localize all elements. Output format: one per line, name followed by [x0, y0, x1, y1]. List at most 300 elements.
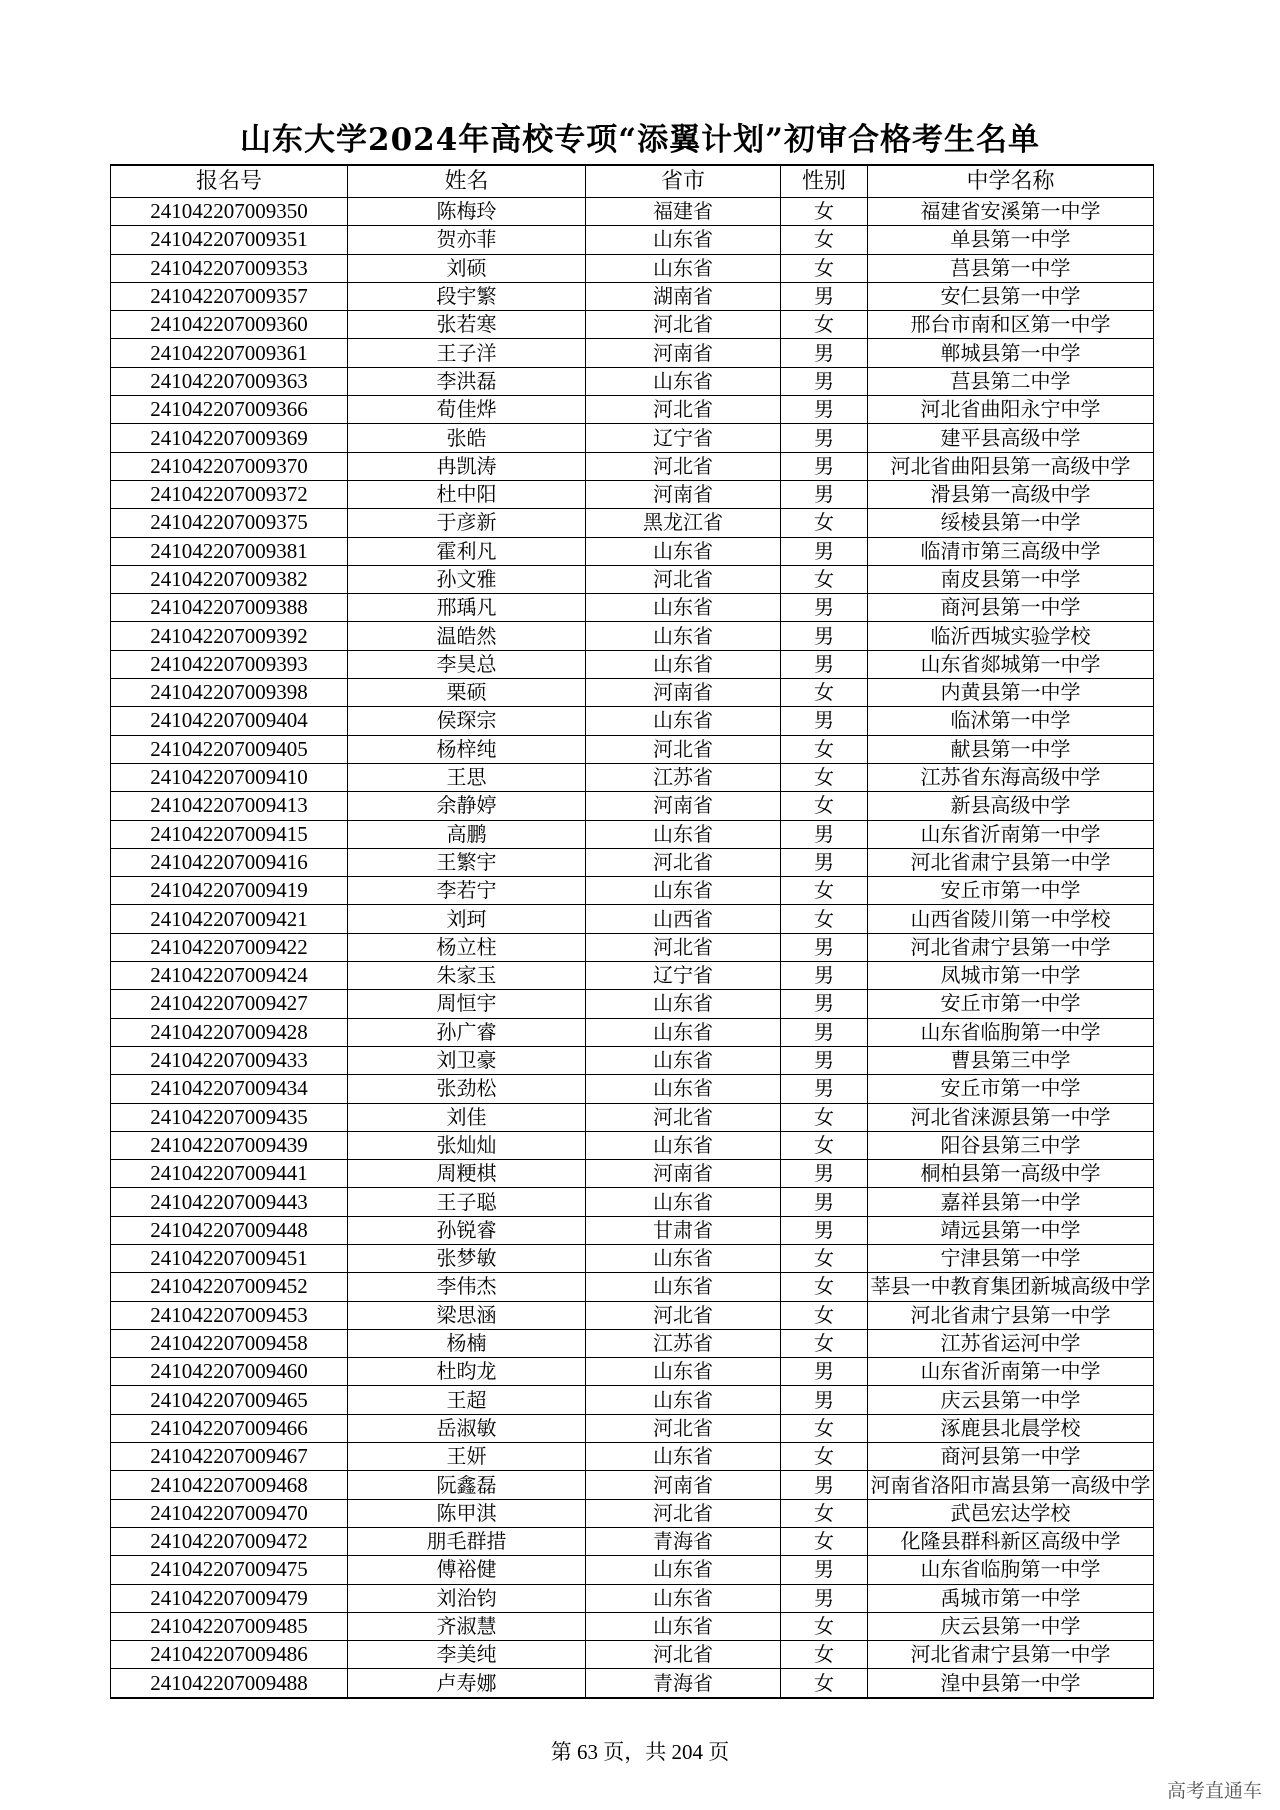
registration-number-cell: 241042207009416: [111, 848, 348, 876]
watermark: 高考直通车: [1166, 1780, 1262, 1802]
registration-number-cell: 241042207009398: [111, 679, 348, 707]
name-cell: 孙广睿: [348, 1018, 586, 1046]
province-cell: 河南省: [586, 480, 781, 508]
registration-number-cell: 241042207009468: [111, 1471, 348, 1499]
school-name-cell: 化隆县群科新区高级中学: [868, 1527, 1154, 1555]
registration-number-cell: 241042207009351: [111, 226, 348, 254]
registration-number-cell: 241042207009475: [111, 1556, 348, 1584]
name-cell: 霍利凡: [348, 537, 586, 565]
registration-number-cell: 241042207009413: [111, 792, 348, 820]
gender-cell: 女: [781, 763, 868, 791]
school-name-cell: 河南省洛阳市嵩县第一高级中学: [868, 1471, 1154, 1499]
name-cell: 朋毛群措: [348, 1527, 586, 1555]
province-cell: 河北省: [586, 1641, 781, 1669]
gender-cell: 男: [781, 339, 868, 367]
school-name-cell: 安丘市第一中学: [868, 877, 1154, 905]
header-registration-number: 报名号: [111, 165, 348, 198]
province-cell: 河南省: [586, 679, 781, 707]
gender-cell: 男: [781, 1160, 868, 1188]
province-cell: 山东省: [586, 1612, 781, 1640]
province-cell: 青海省: [586, 1527, 781, 1555]
table-row: [111, 226, 1154, 254]
table-row: [111, 877, 1154, 905]
table-row: [111, 1244, 1154, 1272]
table-row: [111, 311, 1154, 339]
name-cell: 杜昀龙: [348, 1358, 586, 1386]
registration-number-cell: 241042207009441: [111, 1160, 348, 1188]
name-cell: 朱家玉: [348, 962, 586, 990]
name-cell: 杨立柱: [348, 933, 586, 961]
name-cell: 李洪磊: [348, 367, 586, 395]
school-name-cell: 山东省郯城第一中学: [868, 650, 1154, 678]
gender-cell: 女: [781, 679, 868, 707]
table-row: [111, 933, 1154, 961]
name-cell: 齐淑慧: [348, 1612, 586, 1640]
name-cell: 李若宁: [348, 877, 586, 905]
province-cell: 山东省: [586, 1358, 781, 1386]
gender-cell: 男: [781, 820, 868, 848]
name-cell: 陈甲淇: [348, 1499, 586, 1527]
province-cell: 河北省: [586, 848, 781, 876]
table-row: [111, 1414, 1154, 1442]
registration-number-cell: 241042207009439: [111, 1131, 348, 1159]
candidate-table: [110, 164, 1154, 1699]
school-name-cell: 宁津县第一中学: [868, 1244, 1154, 1272]
table-row: [111, 1131, 1154, 1159]
gender-cell: 男: [781, 962, 868, 990]
header-province: 省市: [586, 165, 781, 198]
table-row: [111, 1273, 1154, 1301]
registration-number-cell: 241042207009360: [111, 311, 348, 339]
school-name-cell: 曹县第三中学: [868, 1046, 1154, 1074]
header-gender: 性别: [781, 165, 868, 198]
name-cell: 刘治钧: [348, 1584, 586, 1612]
name-cell: 段宇繁: [348, 282, 586, 310]
school-name-cell: 商河县第一中学: [868, 594, 1154, 622]
registration-number-cell: 241042207009353: [111, 254, 348, 282]
province-cell: 山东省: [586, 1018, 781, 1046]
table-row: [111, 1216, 1154, 1244]
school-name-cell: 河北省肃宁县第一中学: [868, 848, 1154, 876]
name-cell: 侯琛宗: [348, 707, 586, 735]
gender-cell: 男: [781, 594, 868, 622]
name-cell: 李美纯: [348, 1641, 586, 1669]
registration-number-cell: 241042207009452: [111, 1273, 348, 1301]
registration-number-cell: 241042207009451: [111, 1244, 348, 1272]
table-body: [111, 198, 1154, 1698]
gender-cell: 男: [781, 848, 868, 876]
gender-cell: 女: [781, 198, 868, 226]
table-row: [111, 1188, 1154, 1216]
table-row: [111, 1527, 1154, 1555]
school-name-cell: 内黄县第一中学: [868, 679, 1154, 707]
province-cell: 河北省: [586, 735, 781, 763]
school-name-cell: 山西省陵川第一中学校: [868, 905, 1154, 933]
table-row: [111, 1018, 1154, 1046]
gender-cell: 男: [781, 650, 868, 678]
registration-number-cell: 241042207009428: [111, 1018, 348, 1046]
province-cell: 江苏省: [586, 763, 781, 791]
province-cell: 山东省: [586, 367, 781, 395]
province-cell: 山东省: [586, 1386, 781, 1414]
gender-cell: 女: [781, 735, 868, 763]
name-cell: 栗硕: [348, 679, 586, 707]
gender-cell: 男: [781, 282, 868, 310]
registration-number-cell: 241042207009466: [111, 1414, 348, 1442]
gender-cell: 男: [781, 933, 868, 961]
province-cell: 山东省: [586, 622, 781, 650]
province-cell: 山东省: [586, 1556, 781, 1584]
school-name-cell: 江苏省东海高级中学: [868, 763, 1154, 791]
name-cell: 傅裕健: [348, 1556, 586, 1584]
gender-cell: 男: [781, 707, 868, 735]
gender-cell: 男: [781, 1075, 868, 1103]
table-row: [111, 452, 1154, 480]
name-cell: 贺亦菲: [348, 226, 586, 254]
province-cell: 河北省: [586, 1414, 781, 1442]
gender-cell: 女: [781, 1414, 868, 1442]
gender-cell: 女: [781, 1244, 868, 1272]
registration-number-cell: 241042207009404: [111, 707, 348, 735]
name-cell: 岳淑敏: [348, 1414, 586, 1442]
school-name-cell: 莒县第二中学: [868, 367, 1154, 395]
province-cell: 江苏省: [586, 1329, 781, 1357]
province-cell: 河北省: [586, 1499, 781, 1527]
table-row: [111, 509, 1154, 537]
school-name-cell: 南皮县第一中学: [868, 565, 1154, 593]
registration-number-cell: 241042207009415: [111, 820, 348, 848]
name-cell: 李伟杰: [348, 1273, 586, 1301]
province-cell: 山东省: [586, 226, 781, 254]
name-cell: 孙文雅: [348, 565, 586, 593]
gender-cell: 男: [781, 1046, 868, 1074]
registration-number-cell: 241042207009419: [111, 877, 348, 905]
gender-cell: 女: [781, 1612, 868, 1640]
registration-number-cell: 241042207009405: [111, 735, 348, 763]
province-cell: 山东省: [586, 594, 781, 622]
school-name-cell: 靖远县第一中学: [868, 1216, 1154, 1244]
table-row: [111, 367, 1154, 395]
gender-cell: 男: [781, 452, 868, 480]
table-row: [111, 1641, 1154, 1669]
school-name-cell: 福建省安溪第一中学: [868, 198, 1154, 226]
name-cell: 刘珂: [348, 905, 586, 933]
name-cell: 阮鑫磊: [348, 1471, 586, 1499]
name-cell: 杜中阳: [348, 480, 586, 508]
school-name-cell: 庆云县第一中学: [868, 1386, 1154, 1414]
gender-cell: 男: [781, 1386, 868, 1414]
province-cell: 河北省: [586, 933, 781, 961]
name-cell: 刘卫豪: [348, 1046, 586, 1074]
table-row: [111, 1556, 1154, 1584]
table-header-row: [111, 165, 1154, 198]
province-cell: 山东省: [586, 1131, 781, 1159]
registration-number-cell: 241042207009424: [111, 962, 348, 990]
name-cell: 张若寒: [348, 311, 586, 339]
registration-number-cell: 241042207009366: [111, 396, 348, 424]
school-name-cell: 安丘市第一中学: [868, 1075, 1154, 1103]
province-cell: 山东省: [586, 650, 781, 678]
gender-cell: 男: [781, 1216, 868, 1244]
province-cell: 山东省: [586, 1075, 781, 1103]
gender-cell: 女: [781, 1329, 868, 1357]
registration-number-cell: 241042207009467: [111, 1443, 348, 1471]
table-row: [111, 622, 1154, 650]
school-name-cell: 山东省临朐第一中学: [868, 1556, 1154, 1584]
name-cell: 王子洋: [348, 339, 586, 367]
gender-cell: 女: [781, 792, 868, 820]
table-row: [111, 565, 1154, 593]
registration-number-cell: 241042207009434: [111, 1075, 348, 1103]
table-row: [111, 1612, 1154, 1640]
table-row: [111, 905, 1154, 933]
registration-number-cell: 241042207009350: [111, 198, 348, 226]
province-cell: 青海省: [586, 1669, 781, 1698]
province-cell: 河南省: [586, 339, 781, 367]
province-cell: 山东省: [586, 1584, 781, 1612]
table-row: [111, 282, 1154, 310]
registration-number-cell: 241042207009410: [111, 763, 348, 791]
registration-number-cell: 241042207009448: [111, 1216, 348, 1244]
province-cell: 山东省: [586, 990, 781, 1018]
gender-cell: 男: [781, 1018, 868, 1046]
province-cell: 河南省: [586, 1160, 781, 1188]
school-name-cell: 莘县一中教育集团新城高级中学: [868, 1273, 1154, 1301]
province-cell: 湖南省: [586, 282, 781, 310]
table-row: [111, 735, 1154, 763]
name-cell: 孙锐睿: [348, 1216, 586, 1244]
province-cell: 辽宁省: [586, 962, 781, 990]
table-row: [111, 254, 1154, 282]
school-name-cell: 山东省沂南第一中学: [868, 1358, 1154, 1386]
gender-cell: 男: [781, 1358, 868, 1386]
gender-cell: 男: [781, 990, 868, 1018]
table-row: [111, 198, 1154, 226]
province-cell: 山东省: [586, 1188, 781, 1216]
gender-cell: 男: [781, 1556, 868, 1584]
header-school-name: 中学名称: [868, 165, 1154, 198]
school-name-cell: 建平县高级中学: [868, 424, 1154, 452]
gender-cell: 女: [781, 1131, 868, 1159]
table-row: [111, 1499, 1154, 1527]
school-name-cell: 庆云县第一中学: [868, 1612, 1154, 1640]
table-row: [111, 396, 1154, 424]
school-name-cell: 河北省肃宁县第一中学: [868, 933, 1154, 961]
province-cell: 山东省: [586, 254, 781, 282]
school-name-cell: 郸城县第一中学: [868, 339, 1154, 367]
table-row: [111, 480, 1154, 508]
registration-number-cell: 241042207009465: [111, 1386, 348, 1414]
gender-cell: 男: [781, 622, 868, 650]
name-cell: 周恒宇: [348, 990, 586, 1018]
gender-cell: 女: [781, 254, 868, 282]
province-cell: 山东省: [586, 1273, 781, 1301]
registration-number-cell: 241042207009453: [111, 1301, 348, 1329]
school-name-cell: 莒县第一中学: [868, 254, 1154, 282]
school-name-cell: 临沭第一中学: [868, 707, 1154, 735]
table-row: [111, 1075, 1154, 1103]
school-name-cell: 河北省肃宁县第一中学: [868, 1301, 1154, 1329]
school-name-cell: 献县第一中学: [868, 735, 1154, 763]
name-cell: 荀佳烨: [348, 396, 586, 424]
name-cell: 杨楠: [348, 1329, 586, 1357]
registration-number-cell: 241042207009433: [111, 1046, 348, 1074]
gender-cell: 女: [781, 1499, 868, 1527]
table-row: [111, 1443, 1154, 1471]
registration-number-cell: 241042207009363: [111, 367, 348, 395]
school-name-cell: 安仁县第一中学: [868, 282, 1154, 310]
name-cell: 刘硕: [348, 254, 586, 282]
province-cell: 辽宁省: [586, 424, 781, 452]
gender-cell: 男: [781, 367, 868, 395]
table-row: [111, 990, 1154, 1018]
table-row: [111, 792, 1154, 820]
table-row: [111, 1329, 1154, 1357]
province-cell: 黑龙江省: [586, 509, 781, 537]
name-cell: 梁思涵: [348, 1301, 586, 1329]
registration-number-cell: 241042207009427: [111, 990, 348, 1018]
name-cell: 陈梅玲: [348, 198, 586, 226]
name-cell: 卢寿娜: [348, 1669, 586, 1698]
table-row: [111, 1386, 1154, 1414]
registration-number-cell: 241042207009458: [111, 1329, 348, 1357]
gender-cell: 女: [781, 1301, 868, 1329]
registration-number-cell: 241042207009393: [111, 650, 348, 678]
school-name-cell: 商河县第一中学: [868, 1443, 1154, 1471]
gender-cell: 女: [781, 1443, 868, 1471]
registration-number-cell: 241042207009486: [111, 1641, 348, 1669]
gender-cell: 男: [781, 424, 868, 452]
header-name: 姓名: [348, 165, 586, 198]
registration-number-cell: 241042207009488: [111, 1669, 348, 1698]
province-cell: 福建省: [586, 198, 781, 226]
name-cell: 温皓然: [348, 622, 586, 650]
school-name-cell: 滑县第一高级中学: [868, 480, 1154, 508]
province-cell: 河北省: [586, 1301, 781, 1329]
school-name-cell: 单县第一中学: [868, 226, 1154, 254]
school-name-cell: 临沂西城实验学校: [868, 622, 1154, 650]
school-name-cell: 邢台市南和区第一中学: [868, 311, 1154, 339]
gender-cell: 男: [781, 396, 868, 424]
table-row: [111, 1046, 1154, 1074]
table-row: [111, 1358, 1154, 1386]
province-cell: 山东省: [586, 707, 781, 735]
registration-number-cell: 241042207009372: [111, 480, 348, 508]
registration-number-cell: 241042207009361: [111, 339, 348, 367]
gender-cell: 男: [781, 537, 868, 565]
name-cell: 王繁宇: [348, 848, 586, 876]
name-cell: 余静婷: [348, 792, 586, 820]
name-cell: 王妍: [348, 1443, 586, 1471]
school-name-cell: 桐柏县第一高级中学: [868, 1160, 1154, 1188]
school-name-cell: 临清市第三高级中学: [868, 537, 1154, 565]
table-row: [111, 1669, 1154, 1698]
name-cell: 王子聪: [348, 1188, 586, 1216]
gender-cell: 女: [781, 509, 868, 537]
registration-number-cell: 241042207009388: [111, 594, 348, 622]
name-cell: 邢瑀凡: [348, 594, 586, 622]
registration-number-cell: 241042207009470: [111, 1499, 348, 1527]
name-cell: 杨梓纯: [348, 735, 586, 763]
table-row: [111, 707, 1154, 735]
name-cell: 张劲松: [348, 1075, 586, 1103]
province-cell: 河北省: [586, 565, 781, 593]
gender-cell: 女: [781, 1641, 868, 1669]
table-row: [111, 1301, 1154, 1329]
province-cell: 山东省: [586, 1244, 781, 1272]
province-cell: 山东省: [586, 537, 781, 565]
gender-cell: 男: [781, 1471, 868, 1499]
gender-cell: 女: [781, 1103, 868, 1131]
school-name-cell: 禹城市第一中学: [868, 1584, 1154, 1612]
registration-number-cell: 241042207009392: [111, 622, 348, 650]
name-cell: 高鹏: [348, 820, 586, 848]
school-name-cell: 山东省沂南第一中学: [868, 820, 1154, 848]
gender-cell: 女: [781, 1273, 868, 1301]
table-row: [111, 962, 1154, 990]
table-row: [111, 650, 1154, 678]
gender-cell: 女: [781, 877, 868, 905]
school-name-cell: 新县高级中学: [868, 792, 1154, 820]
gender-cell: 女: [781, 311, 868, 339]
table-row: [111, 1471, 1154, 1499]
table-row: [111, 820, 1154, 848]
registration-number-cell: 241042207009479: [111, 1584, 348, 1612]
province-cell: 河南省: [586, 1471, 781, 1499]
school-name-cell: 河北省肃宁县第一中学: [868, 1641, 1154, 1669]
school-name-cell: 山东省临朐第一中学: [868, 1018, 1154, 1046]
province-cell: 山西省: [586, 905, 781, 933]
table-row: [111, 1160, 1154, 1188]
province-cell: 河北省: [586, 452, 781, 480]
name-cell: 王超: [348, 1386, 586, 1414]
table-row: [111, 763, 1154, 791]
name-cell: 张梦敏: [348, 1244, 586, 1272]
gender-cell: 女: [781, 226, 868, 254]
gender-cell: 女: [781, 1669, 868, 1698]
province-cell: 山东省: [586, 1046, 781, 1074]
registration-number-cell: 241042207009382: [111, 565, 348, 593]
school-name-cell: 河北省涞源县第一中学: [868, 1103, 1154, 1131]
table-row: [111, 339, 1154, 367]
registration-number-cell: 241042207009381: [111, 537, 348, 565]
registration-number-cell: 241042207009485: [111, 1612, 348, 1640]
province-cell: 河南省: [586, 792, 781, 820]
registration-number-cell: 241042207009370: [111, 452, 348, 480]
table-row: [111, 1584, 1154, 1612]
table-row: [111, 848, 1154, 876]
name-cell: 于彦新: [348, 509, 586, 537]
page-number: 第 63 页，共 204 页: [550, 1740, 730, 1764]
page-title: 山东大学2024年高校专项“添翼计划”初审合格考生名单: [240, 122, 1040, 158]
name-cell: 刘佳: [348, 1103, 586, 1131]
name-cell: 周粳棋: [348, 1160, 586, 1188]
name-cell: 张灿灿: [348, 1131, 586, 1159]
name-cell: 李昊总: [348, 650, 586, 678]
province-cell: 山东省: [586, 877, 781, 905]
school-name-cell: 安丘市第一中学: [868, 990, 1154, 1018]
gender-cell: 男: [781, 480, 868, 508]
table-row: [111, 424, 1154, 452]
registration-number-cell: 241042207009443: [111, 1188, 348, 1216]
registration-number-cell: 241042207009472: [111, 1527, 348, 1555]
table-row: [111, 537, 1154, 565]
province-cell: 河北省: [586, 396, 781, 424]
school-name-cell: 绥棱县第一中学: [868, 509, 1154, 537]
registration-number-cell: 241042207009422: [111, 933, 348, 961]
province-cell: 山东省: [586, 1443, 781, 1471]
province-cell: 山东省: [586, 820, 781, 848]
